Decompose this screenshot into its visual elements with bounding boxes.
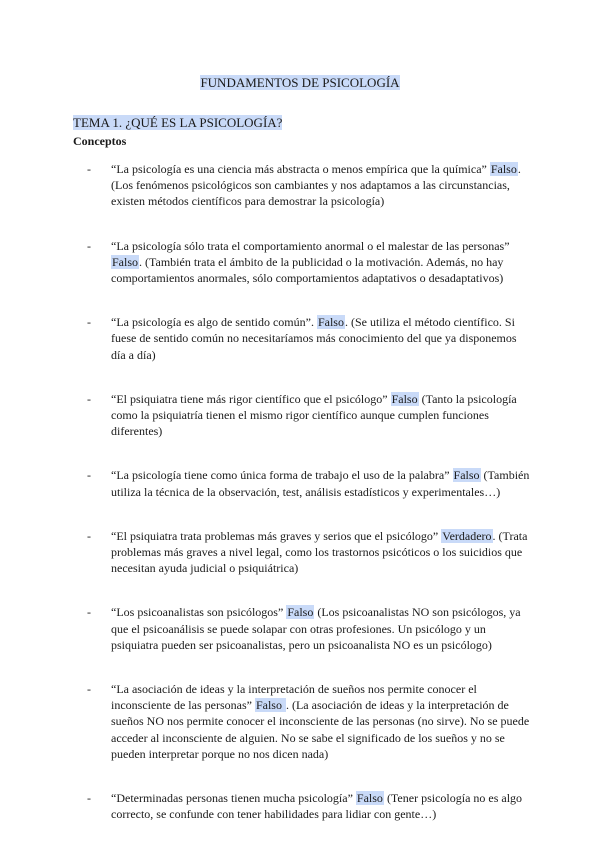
list-item	[73, 391, 533, 440]
list-item	[73, 790, 533, 822]
list-item	[73, 161, 533, 210]
answer-highlight: Falso	[391, 391, 418, 406]
answer-highlight: Falso	[317, 315, 344, 330]
list-item	[73, 314, 533, 363]
answer-highlight: Falso	[453, 468, 480, 483]
item-text: “El psiquiatra trata problemas más graves y serios que el psicólogo” Verdadero. (Trata problemas más graves a nivel legal, como los trastornos psicóticos o los suicidios que necesitan ayuda judicial o psiquiátrica)	[111, 528, 528, 576]
item-text: “Determinadas personas tienen mucha psicología” Falso (Tener psicología no es algo correcto, se confunde con tener habilidades para lidiar con gente…)	[111, 791, 523, 822]
bullet-dash: -	[87, 238, 91, 253]
answer-highlight: Falso	[255, 698, 285, 713]
bullet-dash: -	[87, 162, 91, 176]
bullet-dash: -	[87, 528, 91, 543]
answer-highlight: Falso	[112, 254, 139, 269]
bullet-dash: -	[87, 315, 91, 330]
bullet-dash: -	[87, 682, 91, 697]
bullet-dash: -	[87, 791, 91, 806]
section-heading: TEMA 1. ¿QUÉ ES LA PSICOLOGÍA?	[73, 115, 283, 130]
list-item	[73, 604, 533, 653]
answer-highlight: Falso	[287, 605, 314, 620]
answer-highlight: Verdadero	[442, 528, 492, 543]
answer-highlight: Falso	[490, 162, 517, 176]
item-text: “El psiquiatra tiene más rigor científico que el psicólogo” Falso (Tanto la psicología como la psiquiatría tienen el mismo rigor científico aunque cumplen funciones diferentes)	[111, 391, 517, 439]
item-text: “La psicología tiene como única forma de trabajo el uso de la palabra” Falso (También utiliza la técnica de la observación, test, análisis estadísticos y experimentales…)	[111, 468, 530, 499]
item-text: “La asociación de ideas y la interpretación de sueños nos permite conocer el inconsciente de las personas” Falso . (La asociación de ideas y la interpretación de sueños NO nos permite conocer el inconsciente de las personas (no sirve). No se puede acceder al inconsciente de alguien. No se sabe el significado de los sueños y no se pueden interpretar porque no nos dicen nada)	[111, 682, 530, 761]
list-item	[73, 238, 533, 287]
list-item	[73, 467, 533, 499]
item-text: “Los psicoanalistas son psicólogos” Falso (Los psicoanalistas NO son psicólogos, ya que el psicoanálisis se puede solapar con otras profesiones. Un psicólogo y un psiquiatra pueden ser psicoanalistas, pero un psicoanalista NO es un psicólogo)	[111, 605, 521, 652]
list-item	[73, 528, 533, 577]
bullet-dash: -	[87, 468, 91, 483]
list-item	[73, 681, 533, 762]
concept-list	[73, 161, 533, 850]
item-text: “La psicología sólo trata el comportamiento anormal o el malestar de las personas” Falso. (También trata el ámbito de la publicidad o la motivación. Además, no hay comportamientos anormales, sólo comportamientos adaptativos o desadaptativos)	[111, 238, 510, 286]
bullet-dash: -	[87, 605, 91, 620]
document-title: FUNDAMENTOS DE PSICOLOGÍA	[200, 75, 400, 90]
bullet-dash: -	[87, 391, 91, 406]
item-text: “La psicología es una ciencia más abstracta o menos empírica que la química” Falso. (Los fenómenos psicológicos son cambiantes y nos adaptamos a las circunstancias, existen métodos científicos para demostrar la psicología)	[111, 162, 521, 209]
section-subheading: Conceptos	[73, 134, 127, 148]
item-text: “La psicología es algo de sentido común”. Falso. (Se utiliza el método científico. Si fuese de sentido común no necesitaríamos más conocimiento del que ya disponemos día a día)	[111, 315, 517, 362]
answer-highlight: Falso	[356, 791, 383, 806]
